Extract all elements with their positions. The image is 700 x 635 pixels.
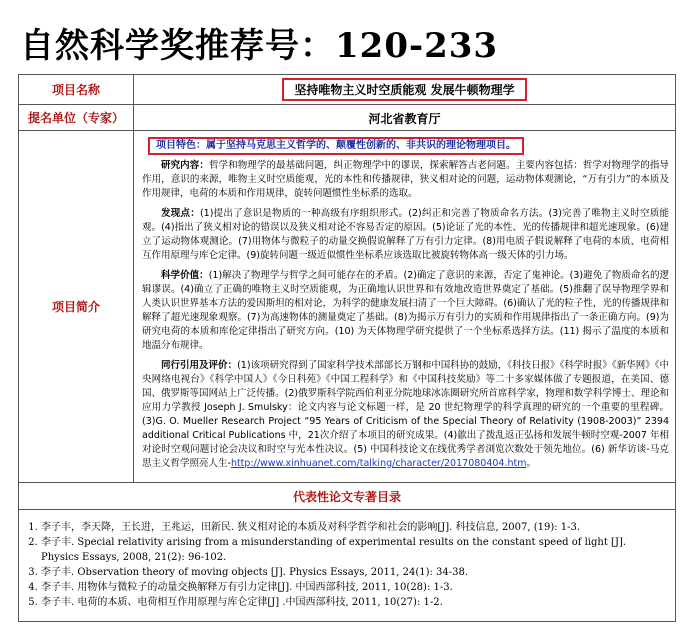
scientific-value-heading: 科学价值：: [161, 269, 209, 281]
references-row: [19, 510, 676, 622]
reference-item: 1. 李子丰，李天降，王长进，王兆运，田新民. 狭义相对论的本质及对科学哲学和社会的影响[J]. 科技信息, 2007, (19): 1-3.: [41, 520, 667, 535]
page-title: 自然科学奖推荐号：120-233: [20, 26, 499, 66]
project-name-label: 项目名称: [19, 75, 134, 105]
reference-item: 3. 李子丰. Observation theory of moving objects [J]. Physics Essays, 2011, 24(1): 34-38.: [41, 565, 667, 580]
research-content-heading: 研究内容：: [161, 159, 209, 171]
nominator-name: 河北省教育厅: [368, 112, 441, 126]
reference-item: 4. 李子丰. 用物体与微粒子的动量交换解释万有引力定律[J]. 中国西部科技, 2011, 10(28): 1-3.: [41, 580, 667, 595]
xinhuanet-link[interactable]: http://www.xinhuanet.com/talking/character/2017080404.htm: [230, 457, 527, 469]
intro-cell: [134, 131, 676, 483]
references-heading-row: [19, 483, 676, 510]
nomination-table: [18, 74, 676, 622]
project-name-row: [19, 75, 676, 105]
research-content: [142, 159, 669, 201]
citations-text: (1)该项研究得到了国家科学技术部部长万钢和中国科协的鼓励，《科技日报》《科学时报》《新华网》《中央网络电视台》《科学中国人》《今日科苑》《中国工程科学》和《中国科技奖励》等二十多家媒体做了专题报道，在美国、德国、俄罗斯等国网站上广泛传播。(2)俄罗斯科学院西伯利亚分院地球冰冻圈研究所首席科学家，物理和数学科学博士、理论和应用力学教授 Joseph J. Smulsky：论文内容与论文标题一样，是 20 世纪物理学的科学真理的研究的一个重要的里程碑。(3)G. O. Mueller Research Project “95 Years of Criticism of the Special Theory of Relativity (1908-2003)” 2394 additional Critical Publications 中，21次介绍了本项目的研究成果。(4)歙出了拨乱返正弘扬和发展牛顿时空观-2007 年相对论时空观问题讨论会决议和时空与光本性决议。(5) 中国科技论文在线优秀学者浏览次数处于领先地位。(6) 新华访谈-马克思主义哲学照亮人生-: [142, 359, 669, 469]
nominator-cell: [134, 105, 676, 131]
project-name-cell: [134, 75, 676, 105]
scientific-value: [142, 269, 669, 353]
project-feature: 项目特色：属于坚持马克思主义哲学的、颠覆性创新的、非共识的理论物理项目。: [148, 137, 524, 155]
research-content-text: 哲学和物理学的最基础问题，纠正物理学中的谬误，探索解答古老问题。主要内容包括：哲学对物理学的指导作用，意识的来源，唯物主义时空质能观，光的本性和传播规律，狭义相对论的问题，运动物体观测论，“万有引力”的本质及作用规律，电荷的本质和作用规律，旋转问题惯性坐标系的选取。: [142, 159, 669, 199]
reference-item: 2. 李子丰. Special relativity arising from a misunderstanding of experimental results on the constant speed of light [J]. Physics Essays, 2008, 21(2): 96-102.: [41, 535, 667, 565]
discoveries: [142, 207, 669, 263]
intro-label: 项目简介: [19, 131, 134, 483]
reference-list: [27, 520, 667, 610]
citations-tail: 。: [526, 457, 536, 469]
discoveries-text: (1)提出了意识是物质的一种高级有序组织形式。(2)纠正和完善了物质命名方法。(3)完善了唯物主义时空质能观。(4)指出了狭义相对论的错误以及狭义相对论不容易否定的原因。(5)论证了光的本性、光的传播规律和超光速现象。(6)建立了运动物体观测论。(7)用物体与微粒子的动量交换假说解释了万有引力定律。(8)用电质子假说解释了电荷的本质、电荷相互作用原理与库仑定律。(9)旋转问题一级近似惯性坐标系应该选取比被旋转物体高一级天体的引力场。: [142, 207, 669, 261]
scientific-value-text: (1)解决了物理学与哲学之间可能存在的矛盾。(2)确定了意识的来源，否定了鬼神论。(3)避免了物质命名的逻辑谬误。(4)确立了正确的唯物主义时空质能观，为正确地认识世界和有效地改造世界奠定了基础。(5)推翻了误导物理学界和人类认识世界基本方法的爱因斯坦的相对论，为科学的健康发展扫清了一个巨大障碍。(6)确认了光的粒子性，光的传播规律和解释了超光速现象观察。(7)为高速物体的测量奠定了基础。(8)为揭示万有引力的实质和作用规律指出了一条正确方向。(9)为研究电荷的本质和库伦定律指出了研究方向。(10) 为天体物理学研究提供了一个坐标系选择方法。(11) 揭示了温度的本质和地温分布规律。: [142, 269, 669, 351]
reference-item: 5. 李子丰. 电荷的本质、电荷相互作用原理与库仑定律[J] .中国西部科技, 2011, 10(27): 1-2.: [41, 595, 667, 610]
discoveries-heading: 发现点：: [161, 207, 200, 219]
nominator-row: [19, 105, 676, 131]
project-name: 坚持唯物主义时空质能观 发展牛顿物理学: [282, 78, 526, 101]
citations: [142, 359, 669, 471]
intro-row: [19, 131, 676, 483]
citations-heading: 同行引用及评价：: [161, 359, 238, 371]
references-cell: [19, 510, 676, 622]
references-heading: 代表性论文专著目录: [19, 483, 676, 510]
nominator-label: 提名单位（专家）: [19, 105, 134, 131]
